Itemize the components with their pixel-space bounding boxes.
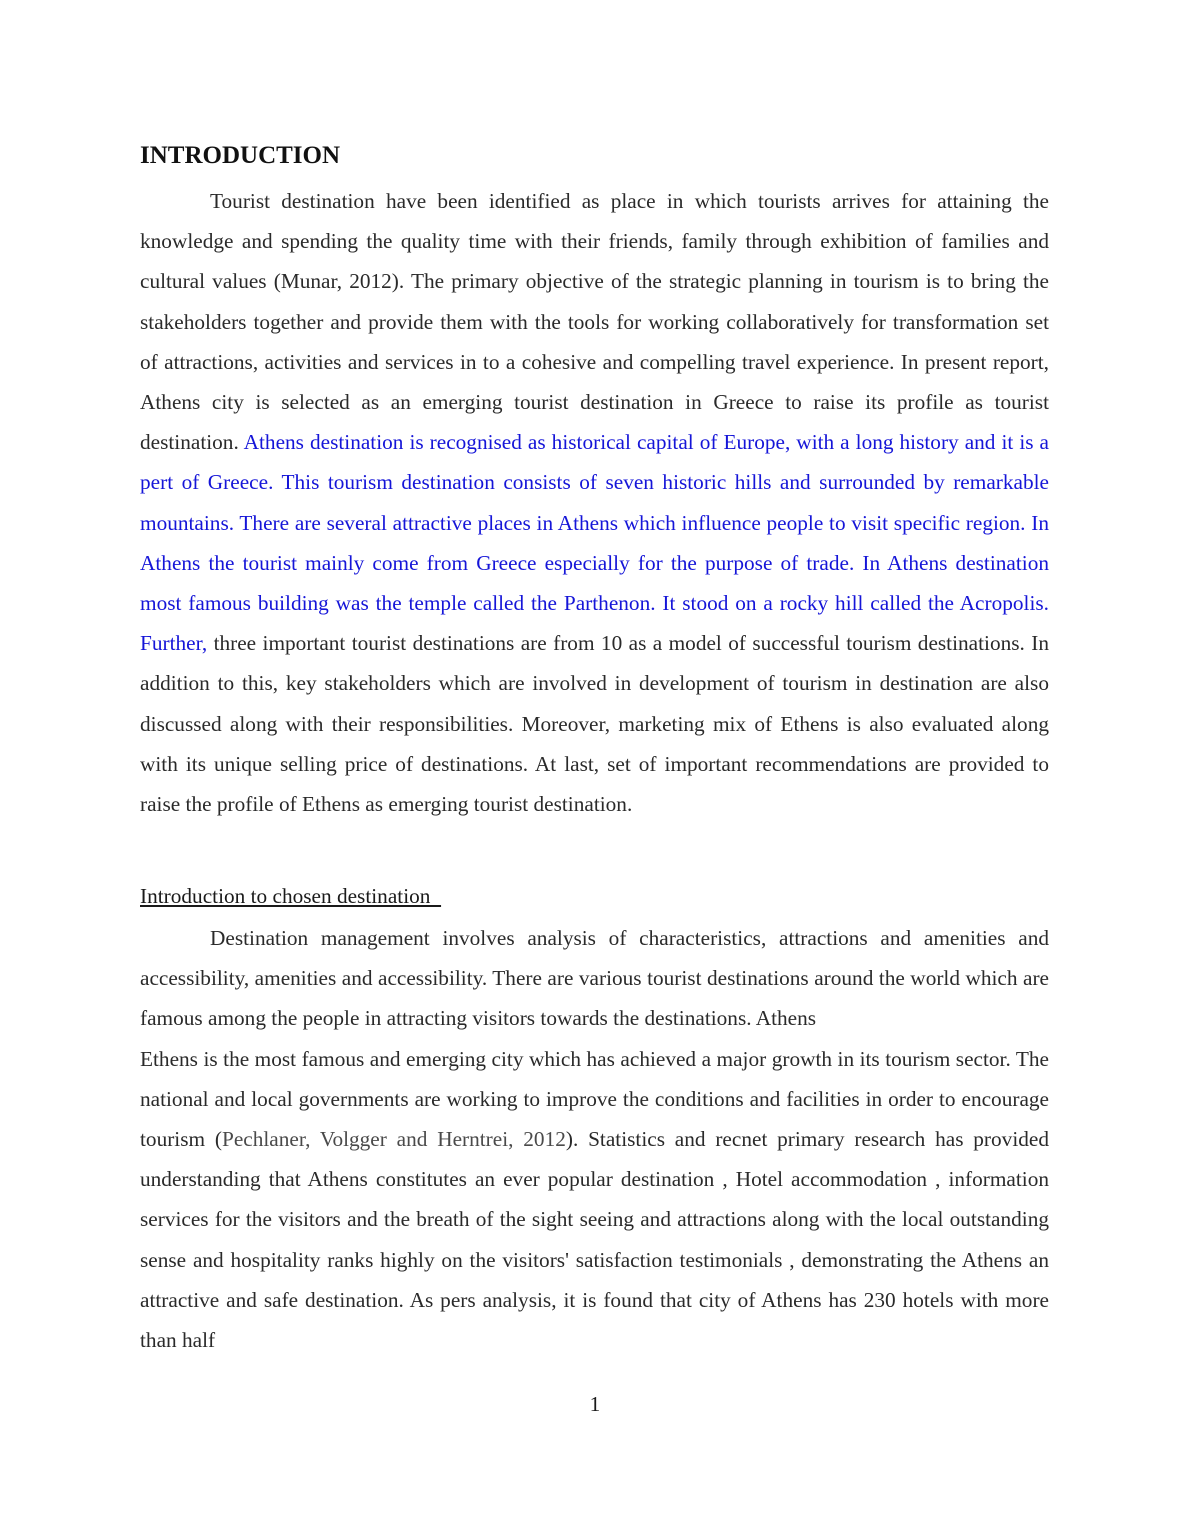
paragraph-text: Destination management involves analysis of characteristics, attractions and amenities and accessibility, amenities and accessibility. There are various tourist destinations around the world which are famous among the people in attracting visitors towards the destinations. Athens (140, 926, 1049, 1031)
introduction-paragraph (140, 181, 1049, 824)
citation-text: Pechlaner, Volgger and Herntrei, 2012 (221, 1127, 566, 1152)
page-number: 1 (589, 1392, 601, 1416)
destination-paragraph (140, 918, 1049, 1360)
paragraph-text: ). Statistics and recnet primary research has provided understanding that Athens constitutes an ever popular destination , Hotel accommodation , information services for the visitors and the breath of the sight seeing and attractions along with the local outstanding sense and hospitality ranks highly on the visitors' satisfaction testimonials , demonstrating the Athens an attractive and safe destination. As pers analysis, it is found that city of Athens has 230 hotels with more than half (140, 1127, 1049, 1353)
paragraph-text: Ethens is the most famous and emerging city which has achieved a major growth in its tourism sector. The national and local governments are working to improve the conditions and facilities in order to encourage tourism ( (140, 1046, 1049, 1152)
page-heading: INTRODUCTION (140, 142, 341, 169)
highlighted-text: Athens destination is recognised as historical capital of Europe, with a long history and it is a pert of Greece. This tourism destination consists of seven historic hills and surrounded by remarkable mountains. There are several attractive places in Athens which influence people to visit specific region. In Athens the tourist mainly come from Greece especially for the purpose of trade. In Athens destination most famous building was the temple called the Parthenon. It stood on a rocky hill called the Acropolis. Further, (140, 430, 1049, 656)
paragraph-text: three important tourist destinations are from 10 as a model of successful tourism destinations. In addition to this, key stakeholders which are involved in development of tourism in destination are also discussed along with their responsibilities. Moreover, marketing mix of Ethens is also evaluated along with its unique selling price of destinations. At last, set of important recommendations are provided to raise the profile of Ethens as emerging tourist destination. (140, 631, 1049, 817)
paragraph-text: Tourist destination have been identified as place in which tourists arrives for attaining the knowledge and spending the quality time with their friends, family through exhibition of families and cultural values (Munar, 2012). The primary objective of the strategic planning in tourism is to bring the stakeholders together and provide them with the tools for working collaboratively for transformation set of attractions, activities and services in to a cohesive and compelling travel experience. In present report, Athens city is selected as an emerging tourist destination in Greece to raise its profile as tourist destination. (140, 189, 1049, 455)
section-subheading: Introduction to chosen destination (140, 884, 442, 908)
